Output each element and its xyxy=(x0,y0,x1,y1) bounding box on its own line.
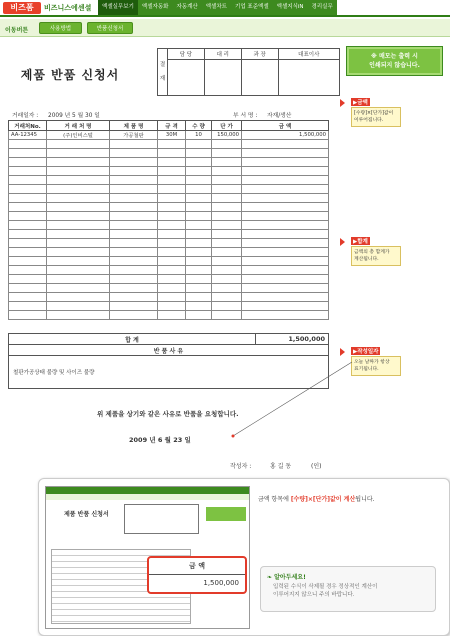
menu-item-accounting[interactable]: 경리실무 xyxy=(311,4,333,10)
table-cell[interactable] xyxy=(186,185,212,194)
print-note: ※ 매모는 출력 시 인쇄되지 않습니다. xyxy=(347,47,442,75)
table-cell[interactable] xyxy=(242,284,329,293)
table-cell[interactable] xyxy=(186,248,212,257)
table-cell[interactable] xyxy=(186,176,212,185)
table-cell[interactable] xyxy=(242,257,329,266)
table-cell[interactable] xyxy=(212,302,242,311)
mini-title: 제품 반품 신청서 xyxy=(64,511,109,518)
table-cell[interactable] xyxy=(47,266,110,275)
table-cell[interactable] xyxy=(47,203,110,212)
table-cell[interactable] xyxy=(242,266,329,275)
seal-mark: (인) xyxy=(311,463,322,470)
total-note: 금액의 총 합계가 계산됩니다. xyxy=(351,246,401,266)
note-arrow-icon xyxy=(340,348,345,356)
tip-title-text: 알아두세요! xyxy=(274,574,306,581)
total-label: 합 계 xyxy=(9,334,256,345)
approval-side-label: 결재 xyxy=(158,49,168,96)
cell-client-no[interactable]: AA-12345 xyxy=(9,131,47,140)
table-cell[interactable] xyxy=(242,158,329,167)
table-cell[interactable] xyxy=(186,311,212,320)
table-cell[interactable] xyxy=(186,302,212,311)
table-cell[interactable] xyxy=(186,275,212,284)
table-cell[interactable] xyxy=(212,167,242,176)
table-cell[interactable] xyxy=(110,149,158,158)
menu-item-excel-knowledge[interactable]: 엑셀지식iN xyxy=(276,4,304,10)
table-cell[interactable] xyxy=(47,248,110,257)
table-cell[interactable] xyxy=(9,221,47,230)
table-cell[interactable] xyxy=(47,221,110,230)
table-cell[interactable] xyxy=(110,311,158,320)
table-cell[interactable] xyxy=(110,275,158,284)
approval-table xyxy=(157,48,340,96)
table-cell[interactable] xyxy=(110,239,158,248)
table-cell[interactable] xyxy=(158,149,186,158)
table-cell[interactable] xyxy=(186,194,212,203)
table-cell[interactable] xyxy=(158,275,186,284)
table-cell[interactable] xyxy=(158,212,186,221)
table-cell[interactable] xyxy=(47,176,110,185)
table-cell[interactable] xyxy=(212,311,242,320)
col-header-price: 단 가 xyxy=(212,121,242,131)
table-cell[interactable] xyxy=(212,293,242,302)
table-cell[interactable] xyxy=(158,293,186,302)
tip-text: 입력된 수식이 삭제될 경우 정상적인 계산이 이루어지지 않으니 주의 바랍니다. xyxy=(273,584,378,598)
table-cell[interactable] xyxy=(47,230,110,239)
table-cell[interactable] xyxy=(158,176,186,185)
cell-spec[interactable]: 30M xyxy=(158,131,186,140)
table-cell[interactable] xyxy=(212,284,242,293)
table-cell[interactable] xyxy=(186,293,212,302)
item-table xyxy=(8,120,329,320)
table-cell[interactable] xyxy=(242,176,329,185)
table-row xyxy=(9,221,329,230)
table-cell[interactable] xyxy=(47,293,110,302)
table-row xyxy=(9,203,329,212)
note-connector-line xyxy=(230,360,355,440)
table-cell[interactable] xyxy=(9,194,47,203)
table-cell[interactable] xyxy=(110,302,158,311)
table-cell[interactable] xyxy=(158,203,186,212)
col-header-qty: 수 량 xyxy=(186,121,212,131)
table-cell[interactable] xyxy=(158,311,186,320)
table-cell[interactable] xyxy=(242,167,329,176)
table-row xyxy=(9,149,329,158)
table-cell[interactable] xyxy=(47,149,110,158)
table-cell[interactable] xyxy=(110,221,158,230)
col-header-client-no: 거래처No. xyxy=(9,121,47,131)
approval-head-staff: 담 당 xyxy=(168,49,205,60)
approval-sign-ceo[interactable] xyxy=(278,60,339,96)
menu-item-standard-excel[interactable]: 기업 표준엑셀 xyxy=(235,4,269,10)
request-statement: 위 제품을 상기와 같은 사유로 반품을 요청합니다. xyxy=(97,410,239,418)
move-buttons-label: 이동버튼 xyxy=(5,27,29,34)
author-label: 작성자 : xyxy=(230,463,252,470)
table-row xyxy=(9,176,329,185)
approval-sign-deputy[interactable] xyxy=(204,60,241,96)
table-cell[interactable] xyxy=(242,275,329,284)
cell-product[interactable]: 가공철판 xyxy=(110,131,158,140)
table-cell[interactable] xyxy=(186,284,212,293)
table-cell[interactable] xyxy=(242,194,329,203)
table-cell[interactable] xyxy=(242,293,329,302)
table-cell[interactable] xyxy=(110,212,158,221)
table-cell[interactable] xyxy=(212,158,242,167)
table-cell[interactable] xyxy=(9,185,47,194)
table-cell[interactable] xyxy=(110,230,158,239)
table-cell[interactable] xyxy=(9,239,47,248)
table-cell[interactable] xyxy=(110,185,158,194)
table-cell[interactable] xyxy=(242,185,329,194)
table-cell[interactable] xyxy=(9,203,47,212)
table-cell[interactable] xyxy=(212,275,242,284)
table-cell[interactable] xyxy=(212,230,242,239)
table-row xyxy=(9,185,329,194)
table-row xyxy=(9,239,329,248)
menu-item-excel-automation[interactable]: 엑셀자동화 xyxy=(141,4,169,10)
table-cell[interactable] xyxy=(212,185,242,194)
menu-item-excel-view[interactable]: 엑셀실무보기 xyxy=(98,0,138,15)
table-row xyxy=(9,275,329,284)
table-cell[interactable] xyxy=(47,212,110,221)
table-cell[interactable] xyxy=(186,167,212,176)
bizforms-logo[interactable]: 비즈폼 xyxy=(3,2,41,14)
table-cell[interactable] xyxy=(9,257,47,266)
table-row xyxy=(9,167,329,176)
table-row xyxy=(9,302,329,311)
col-header-product: 제 품 명 xyxy=(110,121,158,131)
menu-item-excel-chart[interactable]: 엑셀차트 xyxy=(205,4,227,10)
table-row xyxy=(9,257,329,266)
table-row xyxy=(9,311,329,320)
table-cell[interactable] xyxy=(158,248,186,257)
table-cell[interactable] xyxy=(110,140,158,149)
table-cell[interactable] xyxy=(158,185,186,194)
table-row xyxy=(9,293,329,302)
table-cell[interactable] xyxy=(212,203,242,212)
table-cell[interactable] xyxy=(158,302,186,311)
table-cell[interactable] xyxy=(110,248,158,257)
table-cell[interactable] xyxy=(47,140,110,149)
author-name[interactable]: 홍 길 동 xyxy=(270,463,292,470)
table-cell[interactable] xyxy=(9,212,47,221)
table-cell[interactable] xyxy=(186,257,212,266)
table-cell[interactable] xyxy=(212,194,242,203)
table-row xyxy=(9,158,329,167)
table-cell[interactable] xyxy=(9,230,47,239)
table-cell[interactable] xyxy=(186,239,212,248)
table-cell[interactable] xyxy=(212,221,242,230)
table-cell[interactable] xyxy=(186,266,212,275)
table-cell[interactable] xyxy=(158,266,186,275)
table-row xyxy=(9,131,329,140)
table-cell[interactable] xyxy=(47,185,110,194)
business-essential-logo[interactable]: 비즈니스에센셜 xyxy=(44,4,92,12)
table-cell[interactable] xyxy=(158,221,186,230)
table-cell[interactable] xyxy=(47,239,110,248)
col-header-client-name: 거 래 처 명 xyxy=(47,121,110,131)
table-cell[interactable] xyxy=(158,158,186,167)
table-cell[interactable] xyxy=(242,140,329,149)
table-cell[interactable] xyxy=(47,311,110,320)
table-cell[interactable] xyxy=(110,293,158,302)
approval-head-manager: 과 장 xyxy=(241,49,278,60)
table-cell[interactable] xyxy=(186,203,212,212)
approval-head-deputy: 대 리 xyxy=(204,49,241,60)
author-note-tag: ▶작성일자 xyxy=(353,349,379,355)
table-row xyxy=(9,194,329,203)
cell-client-name[interactable]: (주)인비스털 xyxy=(47,131,110,140)
table-cell[interactable] xyxy=(242,221,329,230)
table-cell[interactable] xyxy=(158,167,186,176)
total-note-tag: ▶합계 xyxy=(353,239,368,245)
reason-header: 반 품 사 유 xyxy=(9,345,329,356)
table-cell[interactable] xyxy=(110,167,158,176)
table-cell[interactable] xyxy=(9,140,47,149)
return-form-button[interactable]: 반품신청서 xyxy=(87,22,133,34)
table-cell[interactable] xyxy=(9,176,47,185)
caption-pre: 금액 항목에 xyxy=(258,496,289,503)
table-cell[interactable] xyxy=(110,194,158,203)
usage-guide-button[interactable]: 사용방법 xyxy=(39,22,82,34)
table-cell[interactable] xyxy=(158,194,186,203)
date-value[interactable]: 2009 년 5 월 30 일 xyxy=(48,113,100,119)
form-title: 제품 반품 신청서 xyxy=(20,68,120,82)
zoom-label: 금 액 xyxy=(149,558,245,575)
table-cell[interactable] xyxy=(158,239,186,248)
table-cell[interactable] xyxy=(186,230,212,239)
reason-text[interactable]: 철판가공상태 불량 및 사이즈 불량 xyxy=(9,356,329,389)
cell-price[interactable]: 150,000 xyxy=(212,131,242,140)
dept-value[interactable]: 자재/생산 xyxy=(267,113,292,119)
note-arrow-icon xyxy=(340,99,345,107)
table-cell[interactable] xyxy=(9,275,47,284)
table-cell[interactable] xyxy=(110,266,158,275)
table-cell[interactable] xyxy=(212,149,242,158)
table-cell[interactable] xyxy=(9,293,47,302)
table-cell[interactable] xyxy=(47,275,110,284)
col-header-spec: 규 격 xyxy=(158,121,186,131)
table-cell[interactable] xyxy=(242,248,329,257)
tip-box xyxy=(260,566,436,612)
total-value: 1,500,000 xyxy=(256,334,329,345)
approval-head-ceo: 대표이사 xyxy=(278,49,339,60)
table-row xyxy=(9,248,329,257)
table-cell[interactable] xyxy=(158,140,186,149)
caption-post: 됩니다. xyxy=(355,496,375,503)
table-cell[interactable] xyxy=(242,149,329,158)
table-cell[interactable] xyxy=(242,239,329,248)
table-cell[interactable] xyxy=(186,221,212,230)
table-cell[interactable] xyxy=(186,212,212,221)
amount-note: [수량]×[단가]값이 이루어집니다. xyxy=(351,107,401,127)
table-cell[interactable] xyxy=(212,140,242,149)
table-cell[interactable] xyxy=(212,212,242,221)
table-cell[interactable] xyxy=(9,248,47,257)
table-cell[interactable] xyxy=(9,158,47,167)
table-row xyxy=(9,284,329,293)
table-row xyxy=(9,230,329,239)
table-cell[interactable] xyxy=(158,284,186,293)
table-cell[interactable] xyxy=(242,203,329,212)
table-cell[interactable] xyxy=(242,302,329,311)
table-cell[interactable] xyxy=(47,158,110,167)
approval-sign-manager[interactable] xyxy=(241,60,278,96)
table-cell[interactable] xyxy=(47,167,110,176)
table-cell[interactable] xyxy=(110,284,158,293)
table-cell[interactable] xyxy=(47,284,110,293)
table-row xyxy=(9,140,329,149)
table-cell[interactable] xyxy=(186,140,212,149)
table-cell[interactable] xyxy=(110,257,158,266)
cell-amount[interactable]: 1,500,000 xyxy=(242,131,329,140)
dept-label: 부 서 명 : xyxy=(233,113,258,119)
table-cell[interactable] xyxy=(212,266,242,275)
table-cell[interactable] xyxy=(9,149,47,158)
menu-item-auto-calc[interactable]: 자동계산 xyxy=(176,4,198,10)
main-menu xyxy=(98,0,337,15)
caption-em: [수량]×[단가]값이 계산 xyxy=(290,496,356,503)
col-header-amount: 금 액 xyxy=(242,121,329,131)
table-cell[interactable] xyxy=(242,311,329,320)
sign-date[interactable]: 2009 년 6 월 23 일 xyxy=(129,436,191,444)
table-cell[interactable] xyxy=(110,158,158,167)
zoom-callout xyxy=(147,556,247,594)
table-cell[interactable] xyxy=(212,257,242,266)
table-cell[interactable] xyxy=(242,212,329,221)
table-cell[interactable] xyxy=(47,194,110,203)
table-cell[interactable] xyxy=(212,176,242,185)
help-caption xyxy=(258,494,375,503)
note-arrow-icon xyxy=(340,238,345,246)
table-cell[interactable] xyxy=(212,248,242,257)
author-note: 오늘 날짜가 항상 표기됩니다. xyxy=(351,356,401,376)
table-row xyxy=(9,212,329,221)
table-cell[interactable] xyxy=(110,203,158,212)
table-cell[interactable] xyxy=(9,302,47,311)
tip-title xyxy=(267,572,306,581)
date-label: 거래일자 : xyxy=(12,113,39,119)
table-cell[interactable] xyxy=(186,158,212,167)
table-cell[interactable] xyxy=(9,284,47,293)
amount-note-tag: ▶금액 xyxy=(353,100,368,106)
cell-qty[interactable]: 10 xyxy=(186,131,212,140)
table-cell[interactable] xyxy=(9,311,47,320)
table-cell[interactable] xyxy=(9,266,47,275)
table-cell[interactable] xyxy=(9,167,47,176)
leaf-icon: ❧ xyxy=(267,574,273,581)
table-cell[interactable] xyxy=(158,230,186,239)
table-cell[interactable] xyxy=(186,149,212,158)
zoom-value: 1,500,000 xyxy=(203,579,239,587)
approval-sign-staff[interactable] xyxy=(168,60,205,96)
table-cell[interactable] xyxy=(47,302,110,311)
table-cell[interactable] xyxy=(110,176,158,185)
table-cell[interactable] xyxy=(158,257,186,266)
table-cell[interactable] xyxy=(212,239,242,248)
table-row xyxy=(9,266,329,275)
table-cell[interactable] xyxy=(47,257,110,266)
table-cell[interactable] xyxy=(242,230,329,239)
